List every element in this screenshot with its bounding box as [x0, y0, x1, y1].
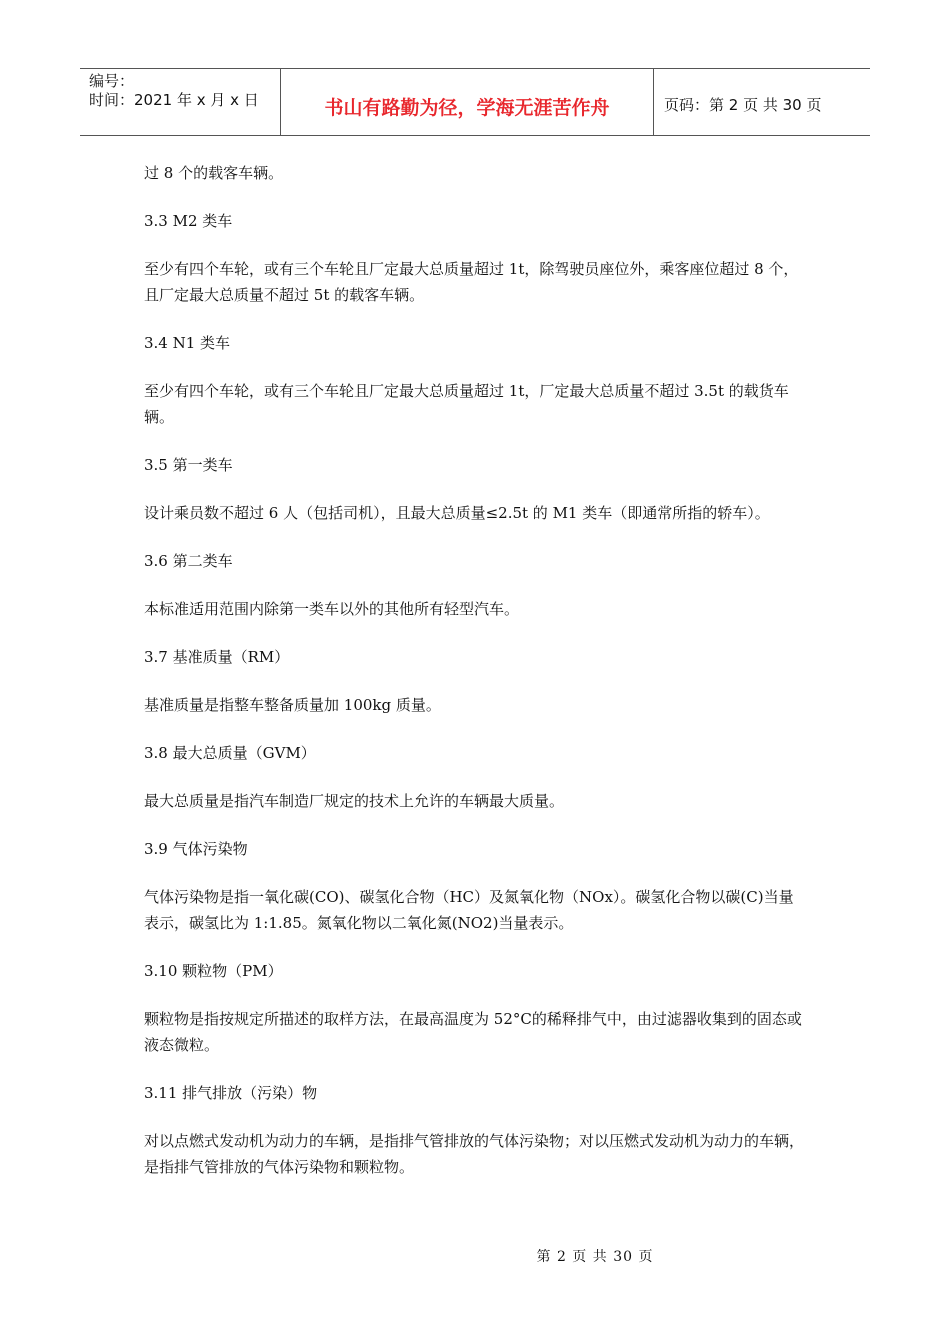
section-heading: 3.9 气体污染物	[144, 840, 248, 858]
header-motto: 书山有路勤为径，学海无涯苦作舟	[281, 69, 654, 135]
paragraph: 至少有四个车轮，或有三个车轮且厂定最大总质量超过 1t，除驾驶员座位外，乘客座位超过 8 个，且厂定最大总质量不超过 5t 的载客车辆。	[144, 260, 799, 304]
paragraph: 本标准适用范围内除第一类车以外的其他所有轻型汽车。	[144, 600, 520, 618]
header-meta	[80, 69, 281, 135]
section-heading: 3.10 颗粒物（PM）	[144, 962, 283, 980]
paragraph: 过 8 个的载客车辆。	[144, 164, 284, 182]
page-footer	[0, 1246, 950, 1266]
paragraph: 至少有四个车轮，或有三个车轮且厂定最大总质量超过 1t，厂定最大总质量不超过 3.5t 的载货车辆。	[144, 382, 789, 426]
section-heading: 3.5 第一类车	[144, 456, 233, 474]
paragraph: 气体污染物是指一氧化碳(CO)、碳氢化合物（HC）及氮氧化物（NOx）。碳氢化合物以碳(C)当量表示，碳氢比为 1:1.85。氮氧化物以二氧化氮(NO2)当量表示。	[144, 888, 794, 932]
paragraph: 设计乘员数不超过 6 人（包括司机），且最大总质量≤2.5t 的 M1 类车（即通常所指的轿车）。	[144, 504, 770, 522]
paragraph: 颗粒物是指按规定所描述的取样方法，在最高温度为 52°C的稀释排气中，由过滤器收集到的固态或液态微粒。	[144, 1010, 802, 1054]
document-number-label: 编号：	[89, 72, 135, 90]
document-time: 时间：2021 年 x 月 x 日	[89, 91, 259, 109]
paragraph: 对以点燃式发动机为动力的车辆，是指排气管排放的气体污染物；对以压燃式发动机为动力的车辆，是指排气管排放的气体污染物和颗粒物。	[144, 1132, 805, 1176]
section-heading: 3.6 第二类车	[144, 552, 233, 570]
section-heading: 3.4 N1 类车	[144, 334, 231, 352]
section-heading: 3.11 排气排放（污染）物	[144, 1084, 318, 1102]
paragraph: 最大总质量是指汽车制造厂规定的技术上允许的车辆最大质量。	[144, 792, 565, 810]
page-header	[80, 68, 870, 136]
paragraph: 基准质量是指整车整备质量加 100kg 质量。	[144, 696, 441, 714]
section-heading: 3.8 最大总质量（GVM）	[144, 744, 316, 762]
document-body	[144, 160, 808, 1180]
header-page-info: 页码：第 2 页 共 30 页	[664, 95, 822, 114]
section-heading: 3.3 M2 类车	[144, 212, 233, 230]
section-heading: 3.7 基准质量（RM）	[144, 648, 290, 666]
footer-page-number: 第 2 页 共 30 页	[536, 1249, 654, 1265]
